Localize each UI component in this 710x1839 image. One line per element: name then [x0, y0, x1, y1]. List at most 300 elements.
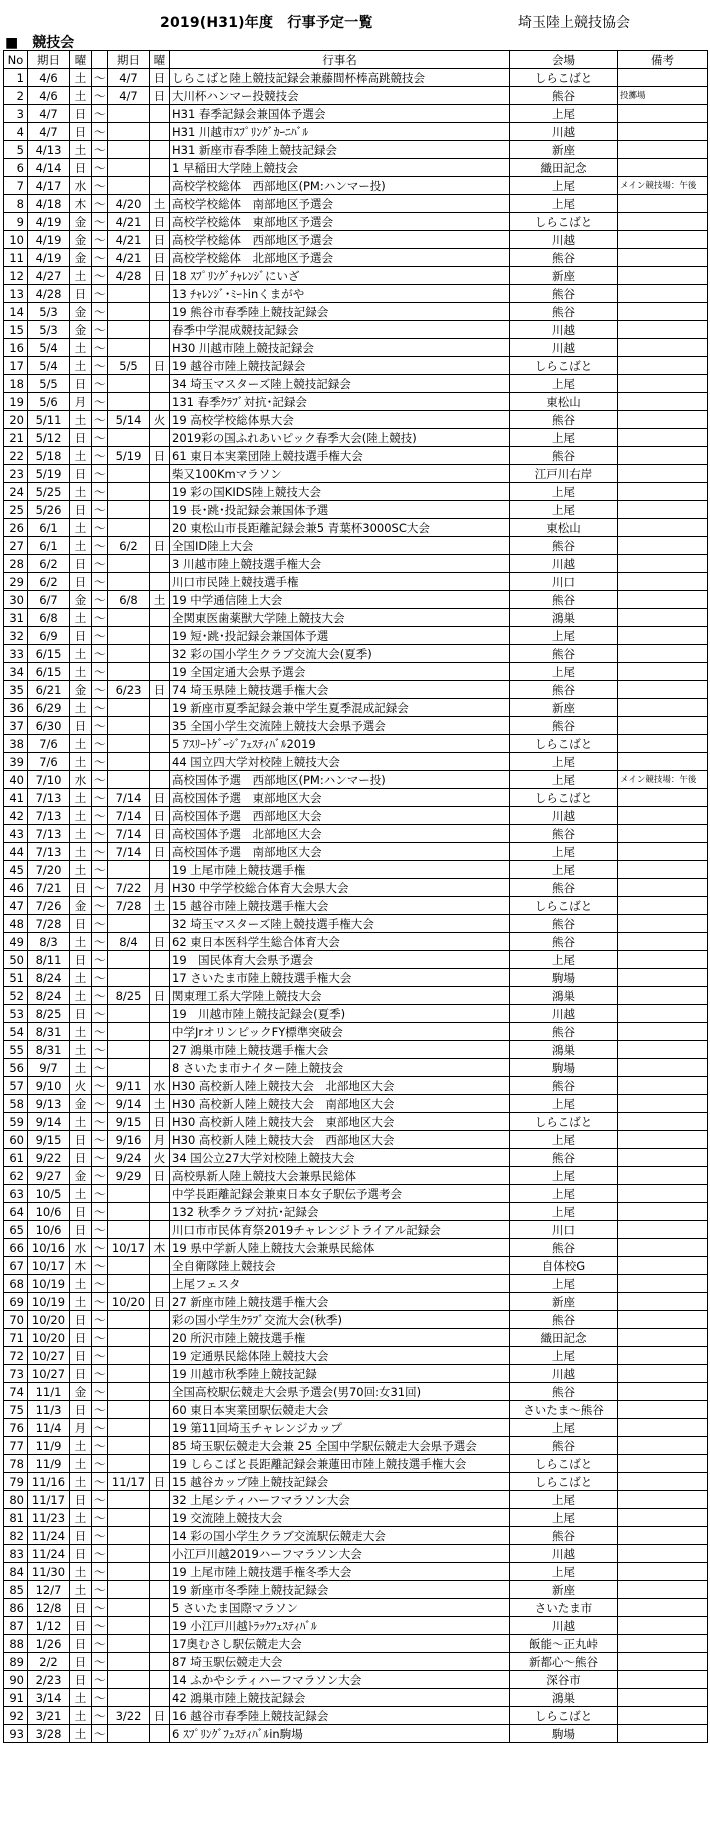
table-row	[4, 1617, 708, 1635]
start-date-cell: 6/15	[28, 645, 70, 663]
range-mark-cell: ～	[92, 1239, 108, 1257]
row-no-cell: 73	[4, 1365, 28, 1383]
start-day-cell: 日	[70, 105, 92, 123]
start-day-cell: 金	[70, 1095, 92, 1113]
note-cell	[618, 915, 708, 933]
row-no-cell: 61	[4, 1149, 28, 1167]
event-name-cell: 32 埼玉マスターズ陸上競技選手権大会	[170, 915, 510, 933]
end-day-cell	[150, 753, 170, 771]
venue-cell: 川越	[510, 1005, 618, 1023]
range-mark-cell: ～	[92, 1401, 108, 1419]
end-day-cell	[150, 1221, 170, 1239]
end-date-cell: 9/11	[108, 1077, 150, 1095]
row-no-cell: 45	[4, 861, 28, 879]
table-row	[4, 1311, 708, 1329]
end-day-cell	[150, 519, 170, 537]
note-cell	[618, 1581, 708, 1599]
table-row	[4, 1203, 708, 1221]
row-no-cell: 58	[4, 1095, 28, 1113]
start-day-cell: 土	[70, 1581, 92, 1599]
range-mark-cell: ～	[92, 1383, 108, 1401]
end-date-cell	[108, 393, 150, 411]
start-day-cell: 金	[70, 897, 92, 915]
start-date-cell: 6/21	[28, 681, 70, 699]
start-day-cell: 土	[70, 735, 92, 753]
event-name-cell: 87 埼玉駅伝競走大会	[170, 1653, 510, 1671]
note-cell	[618, 1635, 708, 1653]
note-cell	[618, 1707, 708, 1725]
event-name-cell: 35 全国小学生交流陸上競技大会県予選会	[170, 717, 510, 735]
range-mark-cell: ～	[92, 1365, 108, 1383]
end-date-cell	[108, 1491, 150, 1509]
start-date-cell: 11/9	[28, 1437, 70, 1455]
event-name-cell: H30 高校新人陸上競技大会 北部地区大会	[170, 1077, 510, 1095]
table-row	[4, 1041, 708, 1059]
end-date-cell	[108, 1653, 150, 1671]
row-no-cell: 18	[4, 375, 28, 393]
start-date-cell: 7/20	[28, 861, 70, 879]
start-date-cell: 5/3	[28, 303, 70, 321]
venue-cell: しらこばと	[510, 789, 618, 807]
start-day-cell: 土	[70, 645, 92, 663]
end-date-cell: 9/14	[108, 1095, 150, 1113]
start-date-cell: 6/2	[28, 555, 70, 573]
start-date-cell: 4/13	[28, 141, 70, 159]
event-name-cell: 34 埼玉マスターズ陸上競技記録会	[170, 375, 510, 393]
end-day-cell	[150, 627, 170, 645]
event-name-cell: 中学JrオリンピックFY標準突破会	[170, 1023, 510, 1041]
end-date-cell: 5/14	[108, 411, 150, 429]
table-row	[4, 1167, 708, 1185]
venue-cell: 上尾	[510, 1491, 618, 1509]
row-no-cell: 70	[4, 1311, 28, 1329]
end-date-cell	[108, 951, 150, 969]
table-row	[4, 87, 708, 105]
end-day-cell: 日	[150, 1113, 170, 1131]
table-row	[4, 591, 708, 609]
end-day-cell	[150, 699, 170, 717]
end-day-cell	[150, 1545, 170, 1563]
end-date-cell	[108, 1257, 150, 1275]
col-no-header: No	[4, 51, 28, 69]
end-day-cell	[150, 1203, 170, 1221]
start-date-cell: 4/28	[28, 285, 70, 303]
end-date-cell	[108, 1509, 150, 1527]
end-date-cell	[108, 1455, 150, 1473]
row-no-cell: 20	[4, 411, 28, 429]
event-name-cell: 19 新座市冬季陸上競技記録会	[170, 1581, 510, 1599]
row-no-cell: 59	[4, 1113, 28, 1131]
row-no-cell: 47	[4, 897, 28, 915]
table-row	[4, 393, 708, 411]
start-date-cell: 2/2	[28, 1653, 70, 1671]
table-row	[4, 951, 708, 969]
table-row	[4, 753, 708, 771]
table-row	[4, 1491, 708, 1509]
end-day-cell: 日	[150, 843, 170, 861]
end-day-cell	[150, 951, 170, 969]
event-name-cell: 1 早稲田大学陸上競技会	[170, 159, 510, 177]
end-date-cell: 7/14	[108, 825, 150, 843]
event-name-cell: 19 県中学新人陸上競技大会兼県民総体	[170, 1239, 510, 1257]
venue-cell: 熊谷	[510, 879, 618, 897]
end-date-cell: 4/28	[108, 267, 150, 285]
start-date-cell: 6/8	[28, 609, 70, 627]
note-cell	[618, 879, 708, 897]
row-no-cell: 53	[4, 1005, 28, 1023]
note-cell	[618, 1347, 708, 1365]
row-no-cell: 42	[4, 807, 28, 825]
end-day-cell: 日	[150, 789, 170, 807]
start-day-cell: 土	[70, 1689, 92, 1707]
range-mark-cell: ～	[92, 555, 108, 573]
range-mark-cell: ～	[92, 1329, 108, 1347]
venue-cell: 上尾	[510, 627, 618, 645]
row-no-cell: 10	[4, 231, 28, 249]
col-end-day-header: 曜	[150, 51, 170, 69]
start-day-cell: 日	[70, 1617, 92, 1635]
event-name-cell: しらこばと陸上競技記録会兼藤間杯棒高跳競技会	[170, 69, 510, 87]
venue-cell: 熊谷	[510, 411, 618, 429]
table-row	[4, 879, 708, 897]
note-cell	[618, 987, 708, 1005]
table-header-row	[4, 51, 708, 69]
end-date-cell: 7/14	[108, 807, 150, 825]
event-name-cell: 全自衛隊陸上競技会	[170, 1257, 510, 1275]
end-day-cell	[150, 1437, 170, 1455]
end-date-cell	[108, 753, 150, 771]
start-date-cell: 10/27	[28, 1365, 70, 1383]
note-cell	[618, 627, 708, 645]
row-no-cell: 93	[4, 1725, 28, 1743]
row-no-cell: 39	[4, 753, 28, 771]
venue-cell: しらこばと	[510, 69, 618, 87]
end-date-cell	[108, 735, 150, 753]
event-name-cell: 2019彩の国ふれあいピック春季大会(陸上競技)	[170, 429, 510, 447]
row-no-cell: 63	[4, 1185, 28, 1203]
event-name-cell: 27 新座市陸上競技選手権大会	[170, 1293, 510, 1311]
row-no-cell: 28	[4, 555, 28, 573]
table-row	[4, 573, 708, 591]
end-day-cell: 日	[150, 825, 170, 843]
start-date-cell: 6/15	[28, 663, 70, 681]
event-name-cell: 131 春季ｸﾗﾌﾞ対抗･記録会	[170, 393, 510, 411]
start-date-cell: 8/31	[28, 1023, 70, 1041]
end-day-cell	[150, 1653, 170, 1671]
event-name-cell: 川口市民陸上競技選手権	[170, 573, 510, 591]
venue-cell: 上尾	[510, 177, 618, 195]
end-day-cell	[150, 663, 170, 681]
range-mark-cell: ～	[92, 1095, 108, 1113]
start-day-cell: 日	[70, 375, 92, 393]
table-row	[4, 1689, 708, 1707]
start-day-cell: 土	[70, 141, 92, 159]
event-name-cell: 大川杯ハンマー投競技会	[170, 87, 510, 105]
start-day-cell: 土	[70, 1725, 92, 1743]
start-day-cell: 日	[70, 1329, 92, 1347]
start-day-cell: 土	[70, 825, 92, 843]
row-no-cell: 84	[4, 1563, 28, 1581]
start-date-cell: 12/8	[28, 1599, 70, 1617]
range-mark-cell: ～	[92, 1041, 108, 1059]
note-cell	[618, 1491, 708, 1509]
table-row	[4, 1563, 708, 1581]
end-date-cell	[108, 1581, 150, 1599]
start-day-cell: 土	[70, 483, 92, 501]
start-date-cell: 7/6	[28, 735, 70, 753]
col-event-header: 行事名	[170, 51, 510, 69]
row-no-cell: 37	[4, 717, 28, 735]
end-date-cell	[108, 105, 150, 123]
start-day-cell: 金	[70, 321, 92, 339]
row-no-cell: 92	[4, 1707, 28, 1725]
event-name-cell: H31 新座市春季陸上競技記録会	[170, 141, 510, 159]
end-day-cell	[150, 123, 170, 141]
start-date-cell: 1/12	[28, 1617, 70, 1635]
end-date-cell: 8/25	[108, 987, 150, 1005]
range-mark-cell: ～	[92, 159, 108, 177]
note-cell	[618, 1473, 708, 1491]
end-day-cell	[150, 1347, 170, 1365]
event-name-cell: 42 鴻巣市陸上競技記録会	[170, 1689, 510, 1707]
row-no-cell: 75	[4, 1401, 28, 1419]
note-cell	[618, 1221, 708, 1239]
start-date-cell: 10/6	[28, 1203, 70, 1221]
table-row	[4, 1635, 708, 1653]
venue-cell: 織田記念	[510, 159, 618, 177]
table-row	[4, 1077, 708, 1095]
start-day-cell: 金	[70, 213, 92, 231]
range-mark-cell: ～	[92, 1347, 108, 1365]
venue-cell: 川越	[510, 555, 618, 573]
table-row	[4, 1545, 708, 1563]
range-mark-cell: ～	[92, 789, 108, 807]
end-day-cell	[150, 429, 170, 447]
venue-cell: 上尾	[510, 843, 618, 861]
venue-cell: しらこばと	[510, 213, 618, 231]
row-no-cell: 55	[4, 1041, 28, 1059]
start-day-cell: 土	[70, 1113, 92, 1131]
venue-cell: 川越	[510, 339, 618, 357]
end-day-cell: 木	[150, 1239, 170, 1257]
row-no-cell: 38	[4, 735, 28, 753]
venue-cell: 熊谷	[510, 1383, 618, 1401]
range-mark-cell: ～	[92, 1491, 108, 1509]
end-date-cell: 7/22	[108, 879, 150, 897]
note-cell	[618, 1095, 708, 1113]
row-no-cell: 49	[4, 933, 28, 951]
note-cell	[618, 1131, 708, 1149]
note-cell	[618, 1041, 708, 1059]
table-row	[4, 105, 708, 123]
start-day-cell: 日	[70, 501, 92, 519]
end-day-cell	[150, 1059, 170, 1077]
event-name-cell: 61 東日本実業団陸上競技選手権大会	[170, 447, 510, 465]
event-name-cell: 44 国立四大学対校陸上競技大会	[170, 753, 510, 771]
start-date-cell: 5/5	[28, 375, 70, 393]
start-day-cell: 土	[70, 1563, 92, 1581]
venue-cell: 鴻巣	[510, 1041, 618, 1059]
end-day-cell	[150, 1491, 170, 1509]
venue-cell: 川越	[510, 807, 618, 825]
venue-cell: 上尾	[510, 861, 618, 879]
start-day-cell: 土	[70, 1293, 92, 1311]
venue-cell: 上尾	[510, 771, 618, 789]
end-date-cell	[108, 1023, 150, 1041]
start-day-cell: 土	[70, 1185, 92, 1203]
start-day-cell: 土	[70, 987, 92, 1005]
end-date-cell	[108, 1419, 150, 1437]
event-name-cell: 19 彩の国KIDS陸上競技大会	[170, 483, 510, 501]
note-cell	[618, 1257, 708, 1275]
note-cell	[618, 717, 708, 735]
table-row	[4, 447, 708, 465]
end-date-cell	[108, 1185, 150, 1203]
venue-cell: 川越	[510, 321, 618, 339]
venue-cell: 上尾	[510, 1509, 618, 1527]
venue-cell: 熊谷	[510, 1239, 618, 1257]
end-day-cell	[150, 1599, 170, 1617]
start-day-cell: 土	[70, 1437, 92, 1455]
end-date-cell: 9/16	[108, 1131, 150, 1149]
table-row	[4, 1005, 708, 1023]
row-no-cell: 31	[4, 609, 28, 627]
end-date-cell	[108, 717, 150, 735]
row-no-cell: 87	[4, 1617, 28, 1635]
range-mark-cell: ～	[92, 1473, 108, 1491]
end-date-cell	[108, 321, 150, 339]
note-cell	[618, 465, 708, 483]
start-day-cell: 日	[70, 1203, 92, 1221]
table-row	[4, 1365, 708, 1383]
start-date-cell: 4/19	[28, 249, 70, 267]
event-name-cell: 6 ｽﾌﾟﾘﾝｸﾞﾌｪｽﾃｨﾊﾞﾙin駒場	[170, 1725, 510, 1743]
note-cell	[618, 681, 708, 699]
start-date-cell: 8/31	[28, 1041, 70, 1059]
start-day-cell: 土	[70, 789, 92, 807]
row-no-cell: 86	[4, 1599, 28, 1617]
row-no-cell: 91	[4, 1689, 28, 1707]
end-day-cell	[150, 861, 170, 879]
range-mark-cell: ～	[92, 303, 108, 321]
table-row	[4, 825, 708, 843]
end-day-cell: 日	[150, 681, 170, 699]
range-mark-cell: ～	[92, 1113, 108, 1131]
venue-cell: 駒場	[510, 1059, 618, 1077]
row-no-cell: 14	[4, 303, 28, 321]
row-no-cell: 54	[4, 1023, 28, 1041]
end-date-cell	[108, 375, 150, 393]
note-cell	[618, 1527, 708, 1545]
note-cell	[618, 195, 708, 213]
event-name-cell: H30 高校新人陸上競技大会 東部地区大会	[170, 1113, 510, 1131]
start-day-cell: 日	[70, 1149, 92, 1167]
start-date-cell: 11/30	[28, 1563, 70, 1581]
note-cell	[618, 1203, 708, 1221]
start-date-cell: 8/24	[28, 987, 70, 1005]
range-mark-cell: ～	[92, 1257, 108, 1275]
note-cell	[618, 897, 708, 915]
end-date-cell: 10/17	[108, 1239, 150, 1257]
venue-cell: しらこばと	[510, 357, 618, 375]
event-name-cell: 18 ｽﾌﾟﾘﾝｸﾞﾁｬﾚﾝｼﾞにいざ	[170, 267, 510, 285]
end-date-cell	[108, 915, 150, 933]
start-date-cell: 7/28	[28, 915, 70, 933]
event-name-cell: 小江戸川越2019ハーフマラソン大会	[170, 1545, 510, 1563]
table-row	[4, 213, 708, 231]
event-name-cell: 14 ふかやシティハーフマラソン大会	[170, 1671, 510, 1689]
row-no-cell: 26	[4, 519, 28, 537]
event-name-cell: 春季中学混成競技記録会	[170, 321, 510, 339]
start-day-cell: 土	[70, 969, 92, 987]
end-day-cell	[150, 285, 170, 303]
start-date-cell: 4/6	[28, 87, 70, 105]
start-date-cell: 6/1	[28, 519, 70, 537]
range-mark-cell: ～	[92, 1185, 108, 1203]
table-row	[4, 537, 708, 555]
note-cell	[618, 1239, 708, 1257]
end-date-cell	[108, 519, 150, 537]
event-name-cell: H31 川越市ｽﾌﾟﾘﾝｸﾞｶｰﾆﾊﾞﾙ	[170, 123, 510, 141]
start-date-cell: 9/10	[28, 1077, 70, 1095]
page-title: 2019(H31)年度 行事予定一覧	[160, 15, 373, 31]
end-day-cell: 水	[150, 1077, 170, 1095]
row-no-cell: 85	[4, 1581, 28, 1599]
range-mark-cell: ～	[92, 285, 108, 303]
event-name-cell: 高校学校総体 西部地区(PM:ハンマー投)	[170, 177, 510, 195]
start-date-cell: 4/6	[28, 69, 70, 87]
event-name-cell: 高校国体予選 北部地区大会	[170, 825, 510, 843]
end-date-cell	[108, 771, 150, 789]
table-row	[4, 1707, 708, 1725]
end-day-cell	[150, 1329, 170, 1347]
event-name-cell: 14 彩の国小学生クラブ交流駅伝競走大会	[170, 1527, 510, 1545]
table-row	[4, 1455, 708, 1473]
end-date-cell	[108, 1365, 150, 1383]
end-date-cell	[108, 1329, 150, 1347]
event-name-cell: 中学長距離記録会兼東日本女子駅伝予選考会	[170, 1185, 510, 1203]
note-cell	[618, 1653, 708, 1671]
range-mark-cell: ～	[92, 1077, 108, 1095]
end-date-cell	[108, 1221, 150, 1239]
event-name-cell: 19 交流陸上競技大会	[170, 1509, 510, 1527]
start-day-cell: 土	[70, 933, 92, 951]
row-no-cell: 66	[4, 1239, 28, 1257]
venue-cell: 熊谷	[510, 645, 618, 663]
event-name-cell: 34 国公立27大学対校陸上競技大会	[170, 1149, 510, 1167]
end-date-cell: 4/7	[108, 69, 150, 87]
venue-cell: 新座	[510, 267, 618, 285]
venue-cell: 新座	[510, 1293, 618, 1311]
start-day-cell: 土	[70, 1275, 92, 1293]
table-row	[4, 1419, 708, 1437]
end-day-cell	[150, 609, 170, 627]
start-date-cell: 11/4	[28, 1419, 70, 1437]
end-day-cell: 日	[150, 249, 170, 267]
start-day-cell: 月	[70, 1419, 92, 1437]
table-row	[4, 1329, 708, 1347]
end-date-cell	[108, 429, 150, 447]
note-cell	[618, 1311, 708, 1329]
end-day-cell	[150, 177, 170, 195]
event-name-cell: 全国高校駅伝競走大会県予選会(男70回:女31回)	[170, 1383, 510, 1401]
venue-cell: 熊谷	[510, 681, 618, 699]
note-cell	[618, 321, 708, 339]
event-name-cell: 高校学校総体 南部地区予選会	[170, 195, 510, 213]
note-cell	[618, 231, 708, 249]
start-date-cell: 7/13	[28, 843, 70, 861]
end-date-cell	[108, 1527, 150, 1545]
